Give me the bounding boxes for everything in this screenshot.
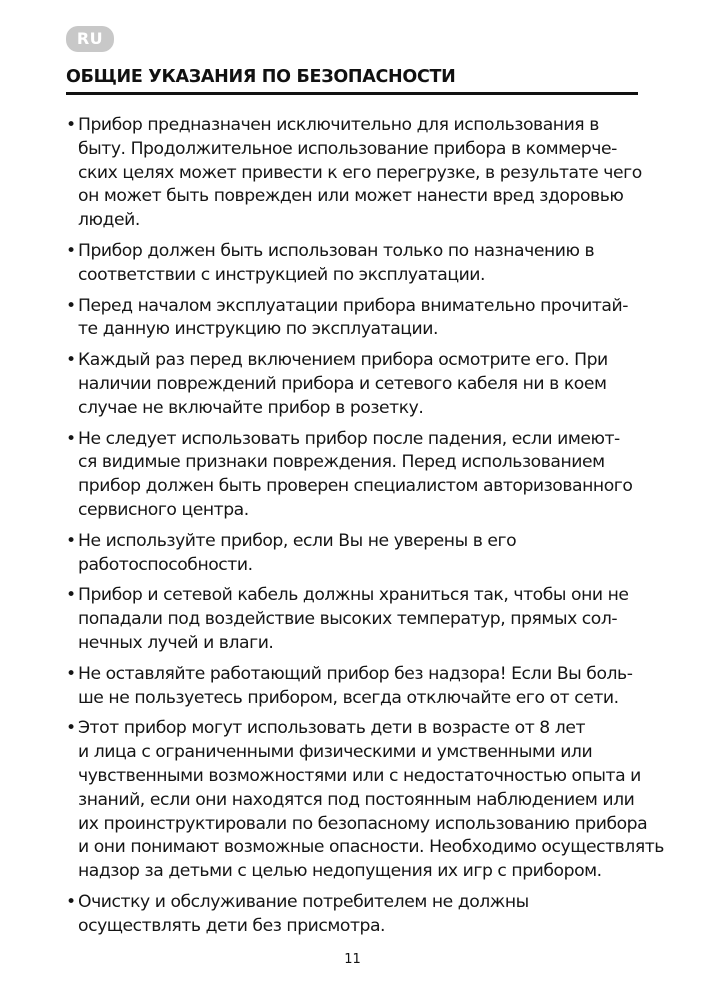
bullet-text-line: Прибор предназначен исключительно для использования в	[78, 115, 599, 135]
bullet-text-line: попадали под воздействие высоких температур, прямых сол-	[78, 609, 618, 630]
section-title: ОБЩИЕ УКАЗАНИЯ ПО БЕЗОПАСНОСТИ	[66, 67, 456, 87]
bullet-marker: •	[66, 530, 76, 551]
bullet-text-line: Перед началом эксплуатации прибора внимательно прочитай-	[78, 295, 628, 316]
bullet-item	[66, 663, 646, 711]
bullet-text-line: он может быть поврежден или может нанести вред здоровью	[78, 186, 624, 207]
bullet-text-line: ше не пользуетесь прибором, всегда отключайте его от сети.	[78, 687, 619, 708]
bullet-text-line: быту. Продолжительное использование прибора в коммерче-	[78, 138, 617, 159]
bullet-text-line: случае не включайте прибор в розетку.	[78, 397, 424, 418]
bullet-text-line: людей.	[78, 210, 140, 231]
bullet-text-line: наличии повреждений прибора и сетевого кабеля ни в коем	[78, 373, 607, 394]
bullet-marker: •	[66, 295, 76, 316]
bullet-text-line: Не используйте прибор, если Вы не уверены в его	[78, 530, 517, 551]
bullet-item	[66, 717, 664, 884]
bullet-marker: •	[66, 115, 76, 135]
language-badge: RU	[66, 26, 114, 52]
safety-instructions-list	[66, 114, 664, 946]
bullet-text-line: прибор должен быть проверен специалистом авторизованного	[78, 476, 633, 497]
bullet-text-line: Прибор должен быть использован только по назначению в	[78, 240, 595, 261]
bullet-marker: •	[66, 240, 76, 261]
bullet-item	[66, 891, 646, 939]
bullet-text-line: надзор за детьми с целью недопущения их игр с прибором.	[78, 861, 602, 882]
bullet-item	[66, 349, 646, 420]
title-underline	[66, 92, 638, 95]
bullet-marker: •	[66, 663, 76, 684]
bullet-item	[66, 240, 646, 288]
bullet-item	[66, 114, 646, 233]
bullet-marker: •	[66, 585, 76, 606]
bullet-item	[66, 428, 646, 523]
bullet-text-line: чувственными возможностями или с недостаточностью опыта и	[78, 765, 641, 786]
bullet-marker: •	[66, 718, 76, 739]
bullet-text-line: ских целях может привести к его перегрузке, в результате чего	[78, 162, 642, 183]
bullet-text-line: Каждый раз перед включением прибора осмотрите его. При	[78, 350, 608, 371]
bullet-item	[66, 295, 646, 343]
page-number: 11	[344, 952, 361, 967]
bullet-marker: •	[66, 891, 76, 912]
bullet-text-line: Не следует использовать прибор после падения, если имеют-	[78, 428, 620, 449]
bullet-text-line: те данную инструкцию по эксплуатации.	[78, 319, 438, 340]
bullet-text-line: соответствии с инструкцией по эксплуатации.	[78, 264, 486, 285]
bullet-text-line: Этот прибор могут использовать дети в возрасте от 8 лет	[78, 718, 586, 739]
bullet-text-line: знаний, если они находятся под постоянным наблюдением или	[78, 789, 635, 810]
bullet-text-line: их проинструктировали по безопасному использованию прибора	[78, 813, 648, 834]
bullet-marker: •	[66, 428, 76, 449]
bullet-text-line: ся видимые признаки повреждения. Перед использованием	[78, 452, 605, 473]
bullet-text-line: и лица с ограниченными физическими и умственными или	[78, 742, 593, 763]
bullet-item	[66, 530, 646, 578]
bullet-text-line: нечных лучей и влаги.	[78, 632, 274, 653]
bullet-text-line: осуществлять дети без присмотра.	[78, 915, 386, 936]
bullet-text-line: сервисного центра.	[78, 499, 249, 520]
bullet-marker: •	[66, 350, 76, 371]
bullet-text-line: и они понимают возможные опасности. Необходимо осуществлять	[78, 837, 664, 858]
bullet-item	[66, 584, 646, 655]
bullet-text-line: Очистку и обслуживание потребителем не должны	[78, 891, 529, 912]
bullet-text-line: Прибор и сетевой кабель должны храниться так, чтобы они не	[78, 585, 629, 606]
bullet-text-line: работоспособности.	[78, 554, 253, 575]
bullet-text-line: Не оставляйте работающий прибор без надзора! Если Вы боль-	[78, 663, 633, 684]
